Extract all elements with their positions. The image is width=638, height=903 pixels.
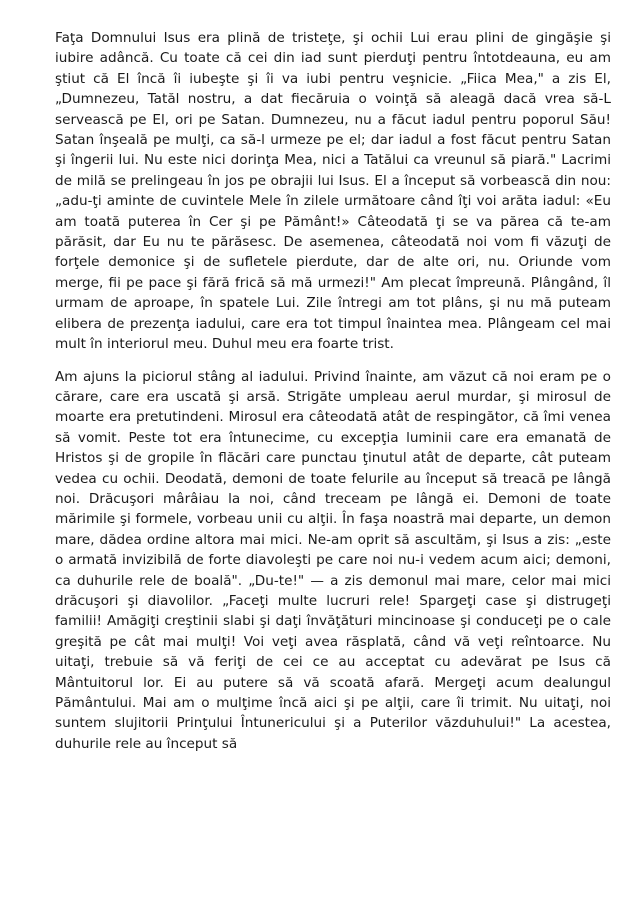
document-page: [55, 28, 611, 754]
paragraph-2: Am ajuns la piciorul stâng al iadului. Privind înainte, am văzut că noi eram pe o cărare, care era uscată şi arsă. Strigăte umpleau aerul murdar, şi mirosul de moarte era pretutindeni. Mirosul era câteodată atât de respingător, că îmi venea să vomit. Peste tot era întunecime, cu excepţia luminii care era emanată de Hristos şi de gropile în flăcări care punctau ţinutul atât de departe, cât puteam vedea cu ochii. Deodată, demoni de toate felurile au început să treacă pe lângă noi. Drăcuşori mârâiau la noi, când treceam pe lângă ei. Demoni de toate mărimile şi formele, vorbeau unii cu alţii. În faşa noastră mai departe, un demon mare, dădea ordine altora mai mici. Ne-am oprit să ascultăm, şi Isus a zis: „este o armată invizibilă de forte diavoleşti pe care noi nu-i vedem acum aici; demoni, ca duhurile rele de boală". „Du-te!" — a zis demonul mai mare, celor mai mici drăcuşori şi diavolilor. „Faceţi multe lucruri rele! Spargeţi case şi distrugeţi familii! Amăgiţi creştinii slabi şi daţi învăţături mincinoase şi conduceţi pe o cale greşită pe cât mai mulţi! Voi veţi avea răsplată, când vă veţi reîntoarce. Nu uitaţi, trebuie să vă feriţi de cei ce au acceptat cu adevărat pe Isus că Mântuitorul lor. Ei au putere să vă scoată afară. Mergeţi acum dealungul Pământului. Mai am o mulţime încă aici şi pe alţii, care îi trimit. Nu uitaţi, noi suntem slujitorii Prinţului Întunericului şi a Puterilor văzduhului!" La acestea, duhurile rele au început să: [55, 368, 611, 752]
paragraph-1: Faţa Domnului Isus era plină de tristeţe, şi ochii Lui erau plini de gingăşie şi iubire adâncă. Cu toate că cei din iad sunt pierduţi pentru întotdeauna, eu am ştiut că El încă îi iubeşte şi îi va iubi pentru veşnicie. „Fiica Mea," a zis El, „Dumnezeu, Tatăl nostru, a dat fiecăruia o voinţă să aleagă dacă vrea să-L servească pe El, ori pe Satan. Dumnezeu, nu a făcut iadul pentru poporul Său! Satan înşeală pe mulţi, ca să-l urmeze pe el; dar iadul a fost făcut pentru Satan şi îngerii lui. Nu este nici dorinţa Mea, nici a Tatălui ca vreunul să piară." Lacrimi de milă se prelingeau în jos pe obrajii lui Isus. El a început să vorbească din nou: „adu-ţi aminte de cuvintele Mele în zilele următoare când îţi voi arăta iadul: «Eu am toată puterea în Cer şi pe Pământ!» Câteodată ţi se va părea că te-am părăsit, dar Eu nu te părăsesc. De asemenea, câteodată noi vom fi văzuţi de forţele demonice şi de sufletele pierdute, dar de alte ori, nu. Oriunde vom merge, fii pe pace şi fără frică să mă urmezi!" Am plecat împreună. Plângând, îl urmam de aproape, în spatele Lui. Zile întregi am tot plâns, şi nu mă puteam elibera de prezenţa iadului, care era tot timpul înaintea mea. Plângeam cel mai mult în interiorul meu. Duhul meu era foarte trist.: [55, 30, 611, 353]
